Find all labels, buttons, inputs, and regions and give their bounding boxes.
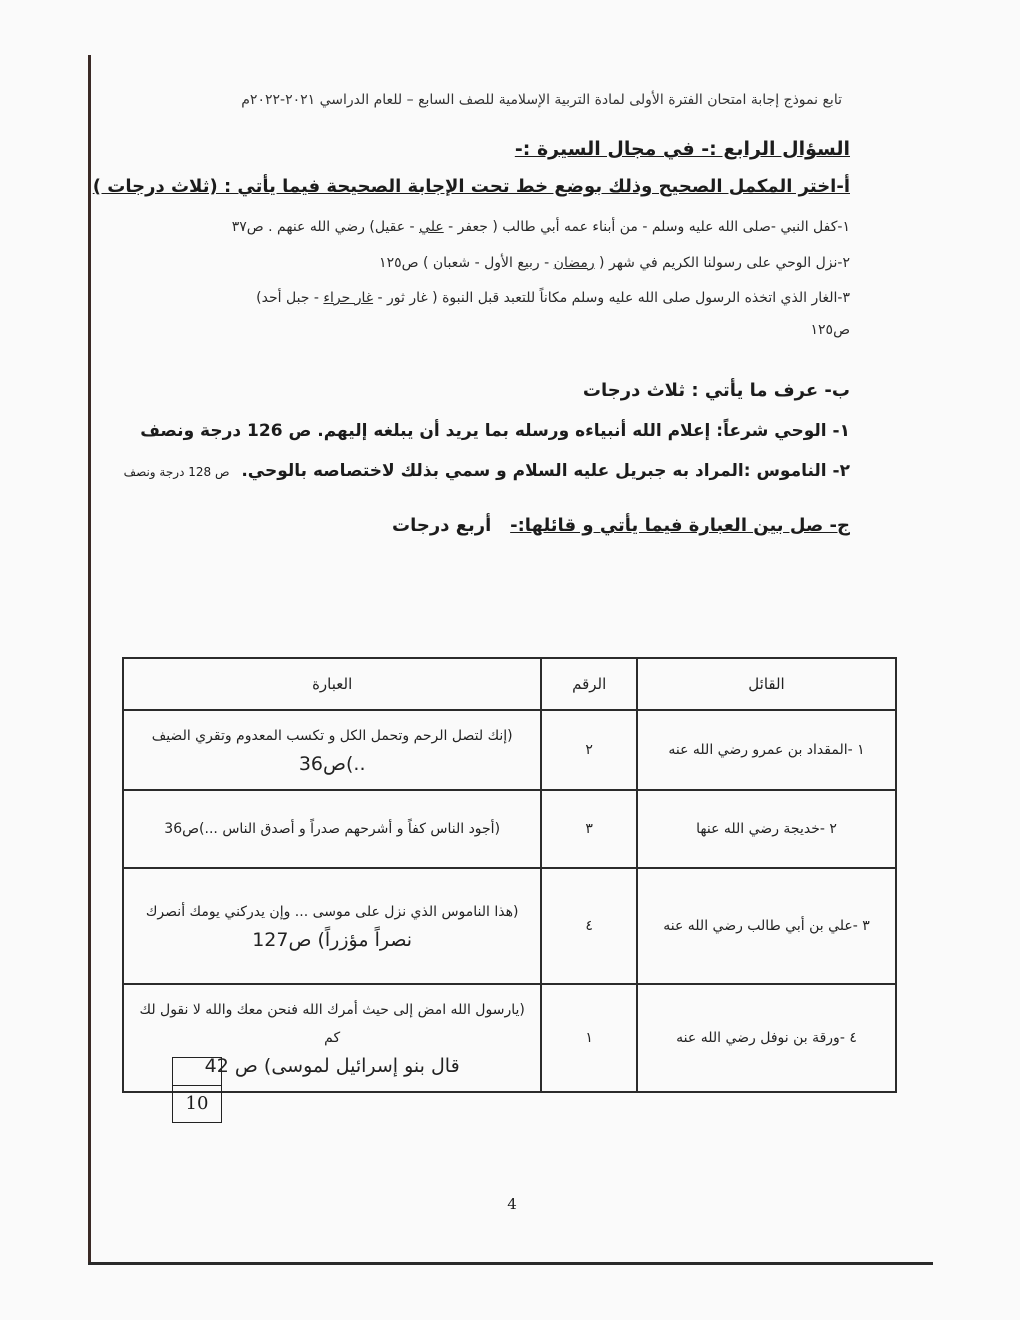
cell-sayer: ٤ -ورقة بن نوفل رضي الله عنه xyxy=(637,984,896,1092)
cell-number: ٤ xyxy=(541,868,637,984)
cell-number: ٣ xyxy=(541,790,637,868)
header-sayer: القائل xyxy=(637,658,896,710)
score-total: 10 xyxy=(172,1085,222,1123)
header-statement: العبارة xyxy=(123,658,541,710)
cell-number: ١ xyxy=(541,984,637,1092)
cell-statement: (هذا الناموس الذي نزل على موسى ... وإن يدركني يومك أنصرك نصراً مؤزراً) ص127 xyxy=(123,868,541,984)
cell-sayer: ١ -المقداد بن عمرو رضي الله عنه xyxy=(637,710,896,790)
page-number: 4 xyxy=(507,1195,517,1213)
section-a-item-3-ref: ص١٢٥ xyxy=(810,322,850,338)
section-a-title: أ-اختر المكمل الصحيح وذلك بوضع خط تحت الإجابة الصحيحة فيما يأتي : (ثلاث درجات ) xyxy=(92,176,850,197)
answer-underlined: علي xyxy=(419,219,444,235)
section-b-item-1: ١- الوحي شرعاً: إعلام الله أنبياءه ورسله بما يريد أن يبلغه إليهم. ص 126 درجة ونصف xyxy=(140,421,850,441)
score-blank-cell xyxy=(172,1057,222,1086)
table-row xyxy=(123,710,896,790)
page-edge-bottom xyxy=(88,1262,933,1265)
section-a-item-1: ١-كفل النبي -صلى الله عليه وسلم - من أبناء عمه أبي طالب ( جعفر - علي - عقيل) رضي الله عنهم . ص٣٧ xyxy=(231,219,850,235)
cell-statement: (يارسول الله امض إلى حيث أمرك الله فنحن معك والله لا نقول لك كم قال بنو إسرائيل لموسى) ص 42 xyxy=(123,984,541,1092)
table-header-row xyxy=(123,658,896,710)
page-header: تابع نموذج إجابة امتحان الفترة الأولى لمادة التربية الإسلامية للصف السابع – للعام الدراسي ٢٠٢١-٢٠٢٢م xyxy=(241,92,842,108)
section-c-title: ج- صل بين العبارة فيما يأتي و قائلها:- أربع درجات xyxy=(392,515,850,536)
cell-statement: (إنك لتصل الرحم وتحمل الكل و تكسب المعدوم وتقري الضيف ..)ص36 xyxy=(123,710,541,790)
section-a-item-3: ٣-الغار الذي اتخذه الرسول صلى الله عليه وسلم مكاناً للتعبد قبل النبوة ( غار ثور - غار حراء - جبل أحد) xyxy=(256,290,850,306)
question-title: السؤال الرابع :- في مجال السيرة :- xyxy=(514,138,850,160)
cell-sayer: ٢ -خديجة رضي الله عنها xyxy=(637,790,896,868)
table-row xyxy=(123,984,896,1092)
page-edge-left xyxy=(88,55,91,1265)
cell-statement: (أجود الناس كفاً و أشرحهم صدراً و أصدق الناس ...)ص36 xyxy=(123,790,541,868)
table-row xyxy=(123,868,896,984)
section-b-item-2: ٢- الناموس :المراد به جبريل عليه السلام و سمي بذلك لاختصاصه بالوحي. ص 128 درجة ونصف xyxy=(123,461,850,481)
section-a-item-2: ٢-نزل الوحي على رسولنا الكريم في شهر ( رمضان - ربيع الأول - شعبان ) ص١٢٥ xyxy=(379,255,850,271)
score-box xyxy=(172,1057,222,1123)
section-b-title: ب- عرف ما يأتي : ثلاث درجات xyxy=(582,380,850,401)
cell-number: ٢ xyxy=(541,710,637,790)
table-row xyxy=(123,790,896,868)
cell-sayer: ٣ -علي بن أبي طالب رضي الله عنه xyxy=(637,868,896,984)
header-number: الرقم xyxy=(541,658,637,710)
answer-underlined: رمضان xyxy=(553,255,595,271)
answer-underlined: غار حراء xyxy=(323,290,374,306)
matching-table xyxy=(122,657,897,1093)
